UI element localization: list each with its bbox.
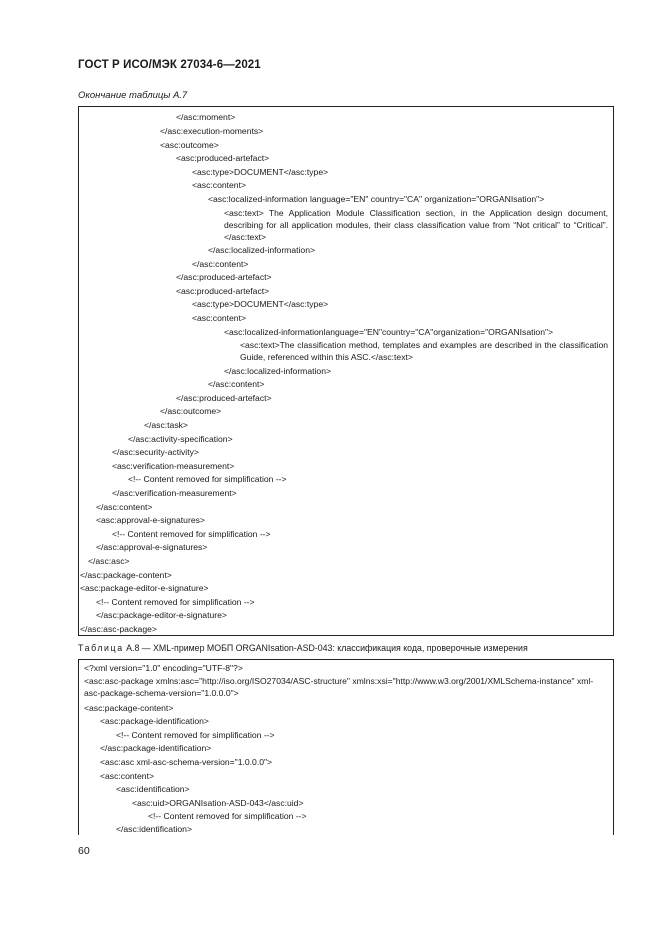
code-line: </asc:localized-information> — [208, 245, 315, 255]
code-line: </asc:content> — [192, 259, 249, 269]
code-line: </asc:package-editor-e-signature> — [96, 610, 227, 620]
code-line: <!-- Content removed for simplification --> — [148, 811, 307, 821]
code-line: <asc:type>DOCUMENT</asc:type> — [192, 167, 329, 177]
table-a8-caption-text: А.8 — XML-пример МОБП ORGANIsation-ASD-043: классификация кода, проверочные измерения — [126, 643, 528, 653]
code-line: </asc:security-activity> — [112, 447, 199, 457]
code-line: </asc:asc> — [88, 556, 130, 566]
code-line: </asc:content> — [96, 502, 153, 512]
code-line: <asc:asc xml-asc-schema-version="1.0.0.0"> — [100, 757, 273, 767]
code-line: <asc:approval-e-signatures> — [96, 515, 205, 525]
code-line: <asc:uid>ORGANIsation-ASD-043</asc:uid> — [132, 798, 304, 808]
code-line: </asc:task> — [144, 420, 188, 430]
code-line: <asc:package-editor-e-signature> — [80, 583, 209, 593]
code-line-wrapped: <asc:text>The classification method, templates and examples are described in the classification Guide, referenced within this ASC.</asc:text> — [240, 340, 608, 362]
code-line: <asc:package-content> — [84, 703, 174, 713]
code-line: <!-- Content removed for simplification --> — [112, 529, 271, 539]
table-a8-code-block — [78, 659, 614, 835]
code-line: </asc:execution-moments> — [160, 126, 264, 136]
code-line: </asc:package-content> — [80, 570, 172, 580]
code-line: <asc:verification-measurement> — [112, 461, 235, 471]
code-line: </asc:asc-package> — [80, 624, 157, 634]
page-number: 60 — [78, 845, 90, 857]
code-line-wrapped: <asc:text> The Application Module Classification section, in the Application design document, describing for all application modules, their class classification value from “Not critical” to “Critical”.</asc:text> — [224, 208, 608, 242]
table-a7-code-block — [78, 106, 614, 636]
code-line: <?xml version="1.0" encoding="UTF-8"?> — [84, 663, 243, 673]
code-line: <asc:produced-artefact> — [176, 153, 270, 163]
code-line: </asc:approval-e-signatures> — [96, 542, 208, 552]
code-line-wrapped: <asc:asc-package xmlns:asc="http://iso.org/ISO27034/ASC-structure" xmlns:xsi="http://www.w3.org/2001/XMLSchema-instance" xml-asc-package-schema-version="1.0.0.0"> — [84, 676, 594, 698]
code-line: <asc:outcome> — [160, 140, 219, 150]
table-a7-caption: Окончание таблицы А.7 — [78, 90, 188, 101]
code-line: <asc:content> — [192, 180, 246, 190]
code-line: </asc:produced-artefact> — [176, 393, 272, 403]
code-line: </asc:moment> — [176, 112, 236, 122]
code-line: <!-- Content removed for simplification --> — [116, 730, 275, 740]
table-a8-caption — [78, 643, 528, 653]
code-line: <asc:content> — [100, 771, 154, 781]
code-line: </asc:activity-specification> — [128, 434, 233, 444]
code-line: </asc:verification-measurement> — [112, 488, 237, 498]
table-a8-caption-label: Таблица — [78, 643, 124, 653]
code-line: </asc:outcome> — [160, 406, 222, 416]
code-line: <asc:localized-informationlanguage="EN"country="CA"organization="ORGANIsation"> — [224, 327, 554, 337]
code-line: </asc:localized-information> — [224, 366, 331, 376]
code-line: <asc:package-identification> — [100, 716, 209, 726]
code-line: <!-- Content removed for simplification --> — [128, 474, 287, 484]
code-line: </asc:identification> — [116, 824, 192, 834]
code-line: <!-- Content removed for simplification --> — [96, 597, 255, 607]
code-line: </asc:produced-artefact> — [176, 272, 272, 282]
code-line: <asc:content> — [192, 313, 246, 323]
document-header: ГОСТ Р ИСО/МЭК 27034-6—2021 — [78, 59, 261, 71]
code-line: <asc:type>DOCUMENT</asc:type> — [192, 299, 329, 309]
code-line: <asc:produced-artefact> — [176, 286, 270, 296]
code-line: </asc:package-identification> — [100, 743, 212, 753]
code-line: <asc:identification> — [116, 784, 190, 794]
code-line: <asc:localized-information language="EN" country="CA" organization="ORGANIsation"> — [208, 194, 545, 204]
code-line: </asc:content> — [208, 379, 265, 389]
